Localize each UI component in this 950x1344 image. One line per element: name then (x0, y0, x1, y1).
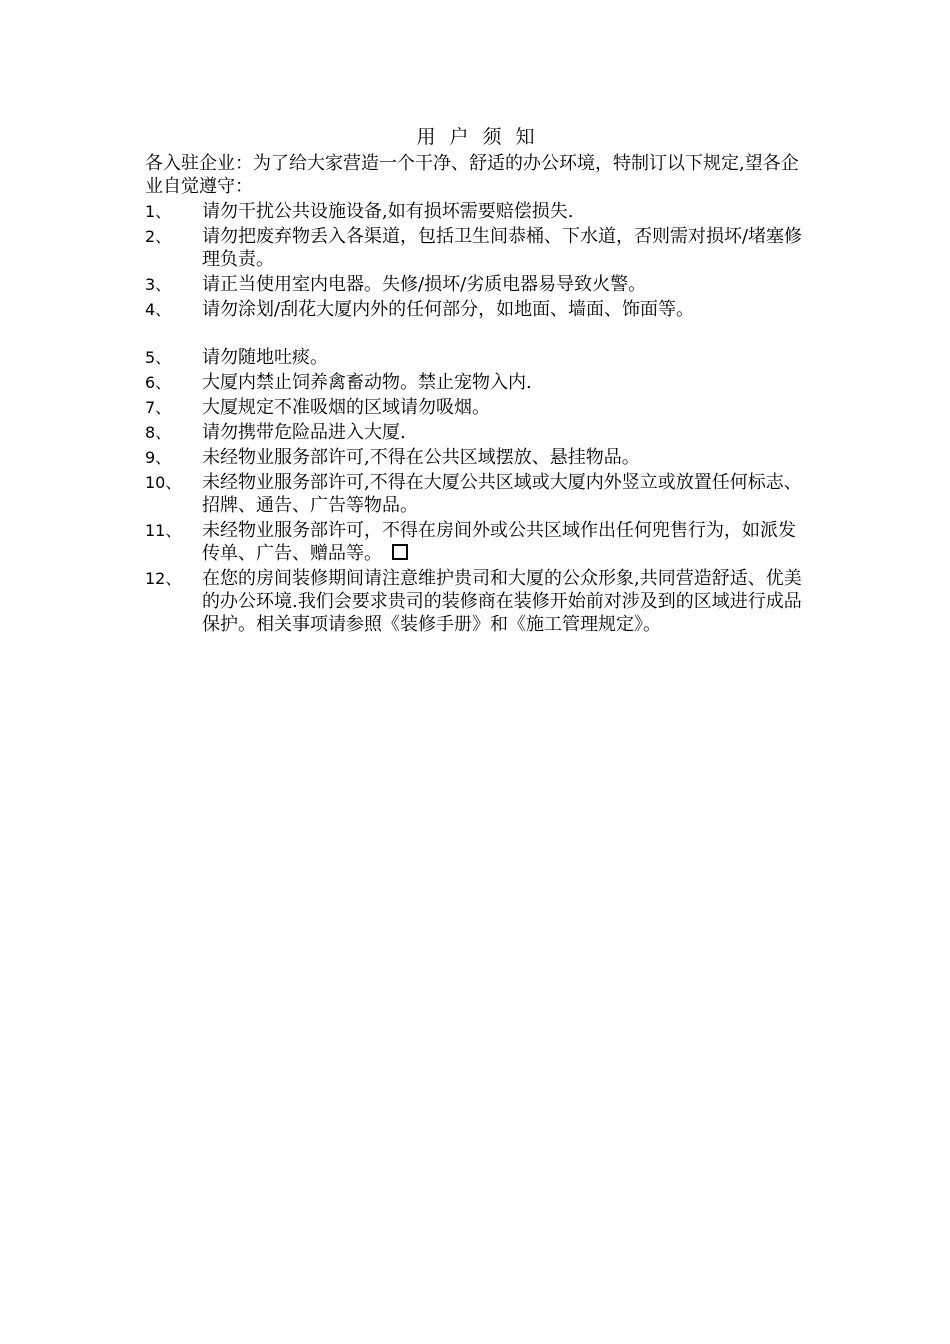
rule-text: 大厦规定不准吸烟的区域请勿吸烟。 (202, 397, 490, 418)
rule-item-11 (145, 519, 810, 565)
rule-text: 在您的房间装修期间请注意维护贵司和大厦的公众形象,共同营造舒适、优美的办公环境.我们会要求贵司的装修商在装修开始前对涉及到的区域进行成品保护。相关事项请参照《装修手册》和《施工管理规定》。 (202, 568, 802, 635)
rule-text: 请勿携带危险品进入大厦. (202, 422, 406, 443)
rule-item-10 (145, 471, 810, 517)
rule-item-3 (145, 273, 810, 296)
rule-item-5 (145, 346, 810, 369)
rule-number: 5、 (145, 348, 172, 367)
rule-number: 10、 (145, 473, 182, 492)
rule-text: 未经物业服务部许可,不得在公共区域摆放、悬挂物品。 (202, 447, 640, 468)
rule-item-6 (145, 371, 810, 394)
intro-paragraph: 各入驻企业：为了给大家营造一个干净、舒适的办公环境，特制订以下规定,望各企业自觉遵守： (145, 153, 799, 197)
rule-item-8 (145, 421, 810, 444)
rule-number: 3、 (145, 275, 172, 294)
document-title: 用 户 须 知 (416, 126, 539, 148)
rule-number: 4、 (145, 300, 172, 319)
rules-list (145, 200, 810, 636)
rule-text: 请勿干扰公共设施设备,如有损坏需要赔偿损失. (202, 201, 574, 222)
rule-number: 11、 (145, 521, 182, 540)
rule-number: 7、 (145, 398, 172, 417)
rule-number: 2、 (145, 227, 172, 246)
rule-item-12 (145, 567, 810, 636)
rule-text-wrapper (202, 519, 810, 565)
rule-text: 请勿把废弃物丢入各渠道，包括卫生间恭桶、下水道，否则需对损坏/堵塞修理负责。 (202, 226, 803, 270)
rule-number: 9、 (145, 448, 172, 467)
rule-number: 6、 (145, 373, 172, 392)
rule-number: 12、 (145, 569, 182, 588)
rule-text: 请勿随地吐痰。 (202, 347, 328, 368)
rule-item-4 (145, 298, 810, 321)
rule-text: 请正当使用室内电器。失修/损坏/劣质电器易导致火警。 (202, 274, 647, 295)
checkbox-icon (392, 544, 408, 560)
rule-item-1 (145, 200, 810, 223)
rule-text: 未经物业服务部许可，不得在房间外或公共区域作出任何兜售行为，如派发传单、广告、赠品等。 (202, 520, 796, 564)
rule-text: 大厦内禁止饲养禽畜动物。禁止宠物入内. (202, 372, 532, 393)
rule-text: 请勿涂划/刮花大厦内外的任何部分，如地面、墙面、饰面等。 (202, 299, 695, 320)
rule-item-9 (145, 446, 810, 469)
rule-number: 8、 (145, 423, 172, 442)
rule-text: 未经物业服务部许可,不得在大厦公共区域或大厦内外竖立或放置任何标志、招牌、通告、广告等物品。 (202, 472, 802, 516)
rule-number: 1、 (145, 202, 172, 221)
document-page (145, 126, 810, 638)
rule-item-7 (145, 396, 810, 419)
rule-item-2 (145, 225, 810, 271)
